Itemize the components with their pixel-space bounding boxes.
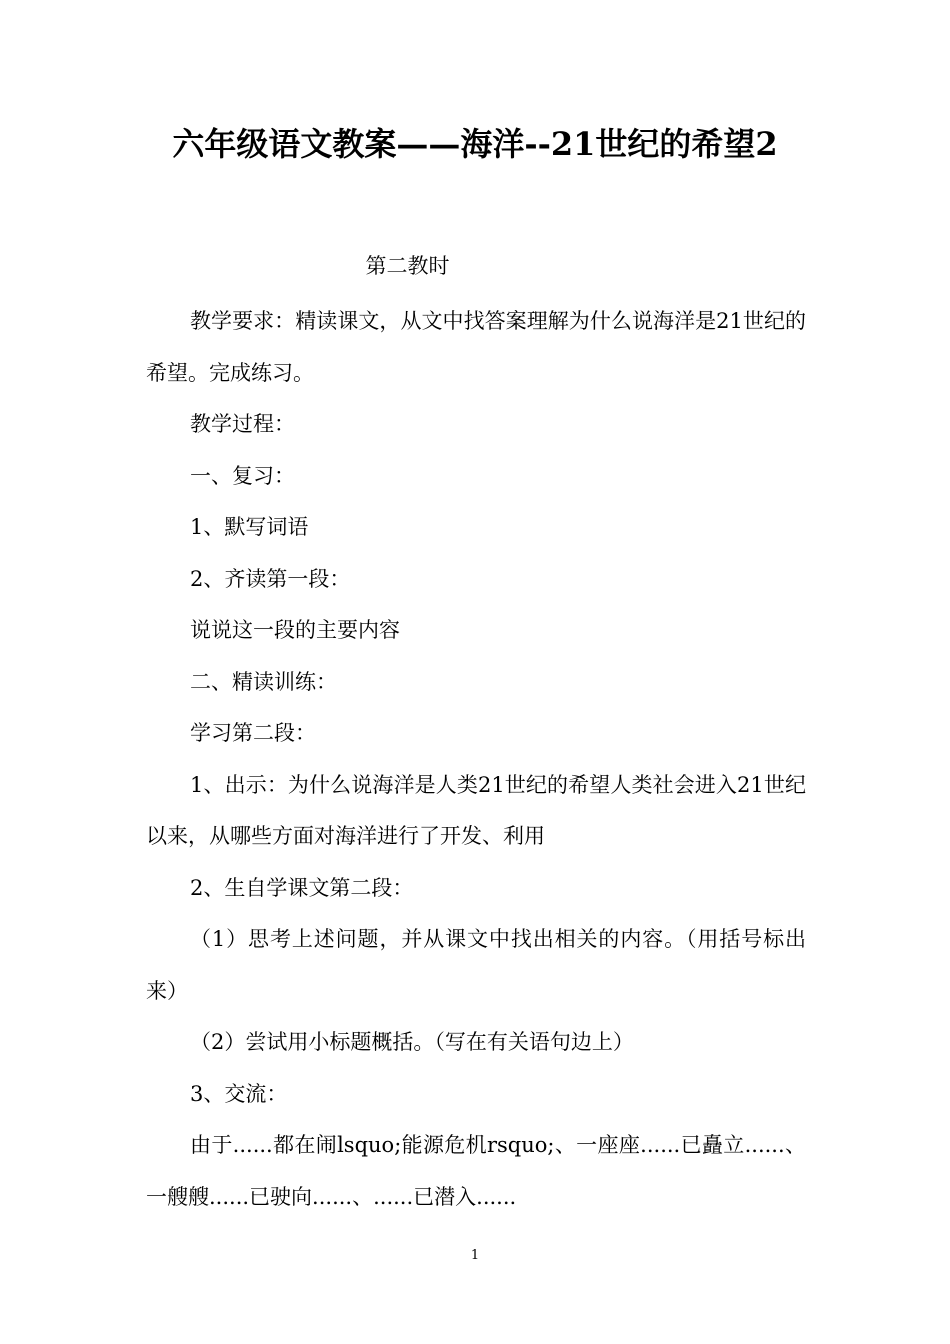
page-number: 1 xyxy=(470,1248,480,1263)
paragraph-think: （1）思考上述问题，并从课文中找出相关的内容。（用括号标出来） xyxy=(146,927,806,1003)
paragraph-read-first-section: 2、齐读第一段： xyxy=(190,566,351,591)
paragraph-review-heading: 一、复习： xyxy=(190,463,295,488)
paragraph-content-summary: 由于......都在闹lsquo;能源危机rsquo;、一座座......已矗立......、一艘艘......已驶向......、......已潜入...... xyxy=(146,1133,806,1209)
paragraph-summarize: （2）尝试用小标题概括。（写在有关语句边上） xyxy=(190,1030,634,1054)
document-title: 六年级语文教案——海洋--21世纪的希望2 xyxy=(172,125,778,163)
paragraph-intensive-reading: 二、精读训练： xyxy=(190,669,337,694)
paragraph-teaching-requirements: 教学要求：精读课文，从文中找答案理解为什么说海洋是21世纪的希望。完成练习。 xyxy=(146,309,806,385)
paragraph-question: 1、出示：为什么说海洋是人类21世纪的希望人类社会进入21世纪以来，从哪些方面对海洋进行了开发、利用 xyxy=(146,772,806,848)
document-body xyxy=(146,296,806,1223)
paragraph-dictation: 1、默写词语 xyxy=(190,515,309,539)
paragraph-self-study: 2、生自学课文第二段： xyxy=(190,875,414,900)
paragraph-main-content: 说说这一段的主要内容 xyxy=(190,618,400,642)
paragraph-exchange: 3、交流： xyxy=(190,1081,288,1106)
section-heading: 第二教时 xyxy=(365,254,450,278)
paragraph-teaching-process: 教学过程： xyxy=(190,412,295,436)
paragraph-study-second-section: 学习第二段： xyxy=(190,721,316,745)
